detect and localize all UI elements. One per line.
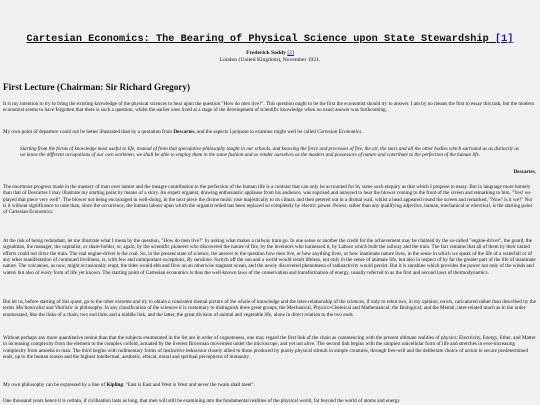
kipling-name: Kipling <box>106 382 123 388</box>
venue-date: London (United Kingdom), November 1921. <box>219 57 321 63</box>
author-name: Frederick Soddy <box>246 50 286 56</box>
descartes-name: Descartes <box>173 129 195 135</box>
paragraph-organist-story: The enormous progress made in the mastery of man over nature and the meagre contribution to the perfection of the human life is a contrast that can only be accounted for by some such enquiry as that which I propose to essay. But in language more homely than that of Descartes I may illustrate my starting point by means of a story. An expert organist, drawing enthusiastic applause from his audience, was suprised and annoyed to hear the blower coming to the front of the screen and remarking to him, "Yes! we played that piece very well". The blower not being encouraged in well-doing, in the next piece the divine music rose majestically to its climax and then petered out in a dismal wail, whilst a head appeared round the screen and remarked, "Now! is it we?" Nor is it without significance to note than, since the occurrence, the human labour upon which the organist relied has been replaced so completely by electric power. Power, rather than any qualifying adjective, human, mechanical or electrical, is the starting point of Cartesian Economics. <box>3 184 533 216</box>
title-text: Cartesian Economics: The Bearing of Physical Science upon State Stewardship <box>26 34 489 45</box>
author-footnote-link[interactable]: [2] <box>287 50 294 56</box>
title-footnote-link[interactable]: [1] <box>494 34 514 45</box>
document-title <box>0 34 540 45</box>
paragraph-railway-train: At the risk of being redundant, let me illustrate what I mean by the question, "How do men live?" by asking what makes a railway train go. In one sense or another the credit for the achievement may be claimed by the so-called "engine-driver", the guard, the signalman, the manager, the capitalist, or share-holder, or, again, by the scientific pioneers who discovered the nature of fire, by the inventors who harnessed it, by Labour which built the railway and the train. The fact remains that all of them by their united efforts could not drive the train. The real engine-driver is the coal. So, in the present state of science, the answer to the question how men live, or how anything lives, or how inanimate nature lives, in the sense in which we speak of the life of a waterfall or of any other manifestation of continued liveliness, is, with few and unimportant exceptions, By sunshine. Switch off the sun and a world would result lifeless, not only in the sense of animate life, but also in respect of by far the greater part of the life of inanimate nature. The volcanoes, as now, might occasionally erupt, the tides would ebb and flow on an otherwise stagnant ocean, and the newly discovered phenomena of radioactivity would persist. But it is sunshine which provides the power not only of the winds and waters but also of every form of life yet known. The starting point of Cartesian economics is thus the well-known laws of the conservation and transformation of energy, usually referred to as the first and second laws of thermodynamics. <box>3 238 536 276</box>
by-sunshine-phrase: By sunshine <box>187 257 212 264</box>
paragraph-chain-links: Without perhaps any more quantitative notion than that the subjects enumerated in the list are in order of cogneteness, one may regard the first link of the chain as commencing with the present ultimate realities of physics; Electricity, Energy, Ether, and Matter in increasing complexity from the element to the complex colloid, actuated by the livelest Brownian movement under the microscope, and yet not alive. The second link begins with the simplest unicellular form of life and stretches in ever-increasing complexity from amoeba to man. The third begins with rudimentary forms of instinctive behaviour closely allied to those produced by purely physical stimuli in simple creatures, through free-will and the deliberate choice of action to secure predetermined ends, up to the human reason and the highest intellectual, aesthetic, ethical, moral and spiritual perceptions of humanity. <box>3 335 536 361</box>
quote-attribution: Descartes, <box>513 169 536 175</box>
paragraph-departure: My own point of departure could not be better illustrated than by a quotation from Descartes, and the aspects I propose to examine might well be called Cartesian Economics. <box>3 129 363 135</box>
section-heading: First Lecture (Chairman: Sir Richard Gregory) <box>3 82 191 92</box>
author-block <box>0 50 540 64</box>
cartesian-economics-term: Cartesian Economics <box>317 129 362 135</box>
paragraph-thousand-years: One thousand years hence it is certain, if civilisation lasts as long, that men will still be examining into the fundamental realities of the physical world, far beyond the world of atoms and energy <box>3 398 400 404</box>
paragraph-kipling: My own philosophy can be expressed by a line of Kipling: "East is East and West is West and never the twain shall meet". <box>3 382 255 388</box>
paragraph-intro: It is my intention to try to bring the existing knowledge of the physical sciences to bear upon the question "How do men live?". This question ought to be the first the economist should try to answer. I am by no means the first to essay this task, but the modern economist seems to have forgotten that there is such a question, whilst the earlier ones lived at a stage of the development of scientific knowledge when no exact answer was forthcoming. <box>3 101 535 114</box>
descartes-quote: Starting from the forms of knowledge most useful to life, instead of from that speculative philosophy taught in our schools, and knowing the force and processes of fire, the air, the stars and all the other bodies which surround us as distinctly as we know the different occupations of our own workmen, we shall be able to employ them in the same fashion and so render ourselves as the masters and possessors of nature and contribute to the perfection of the human life. <box>20 146 519 159</box>
paragraph-sciences: But let us, before starting of this quest, go to the other extreme and try to obtain a consistent mental picture of the whole of knowledge and the inter-relationship of the sciences, if only to rebut two, in my opinion, errors, caricatured rather than described by the terms Mechanicalist and Vitalistic in philosophy. In any classification of the sciences it is customary to distinguish three great groups, the Mechanical, Physico-Chemical and Mathematical; the Biological; and the Mental, inter-related much as in the order enumerated, like the links of a chain, two end links and a middle link, and the latter, the great division of animal and vegetable life, alone in direct relation to the two ends. <box>3 299 536 318</box>
